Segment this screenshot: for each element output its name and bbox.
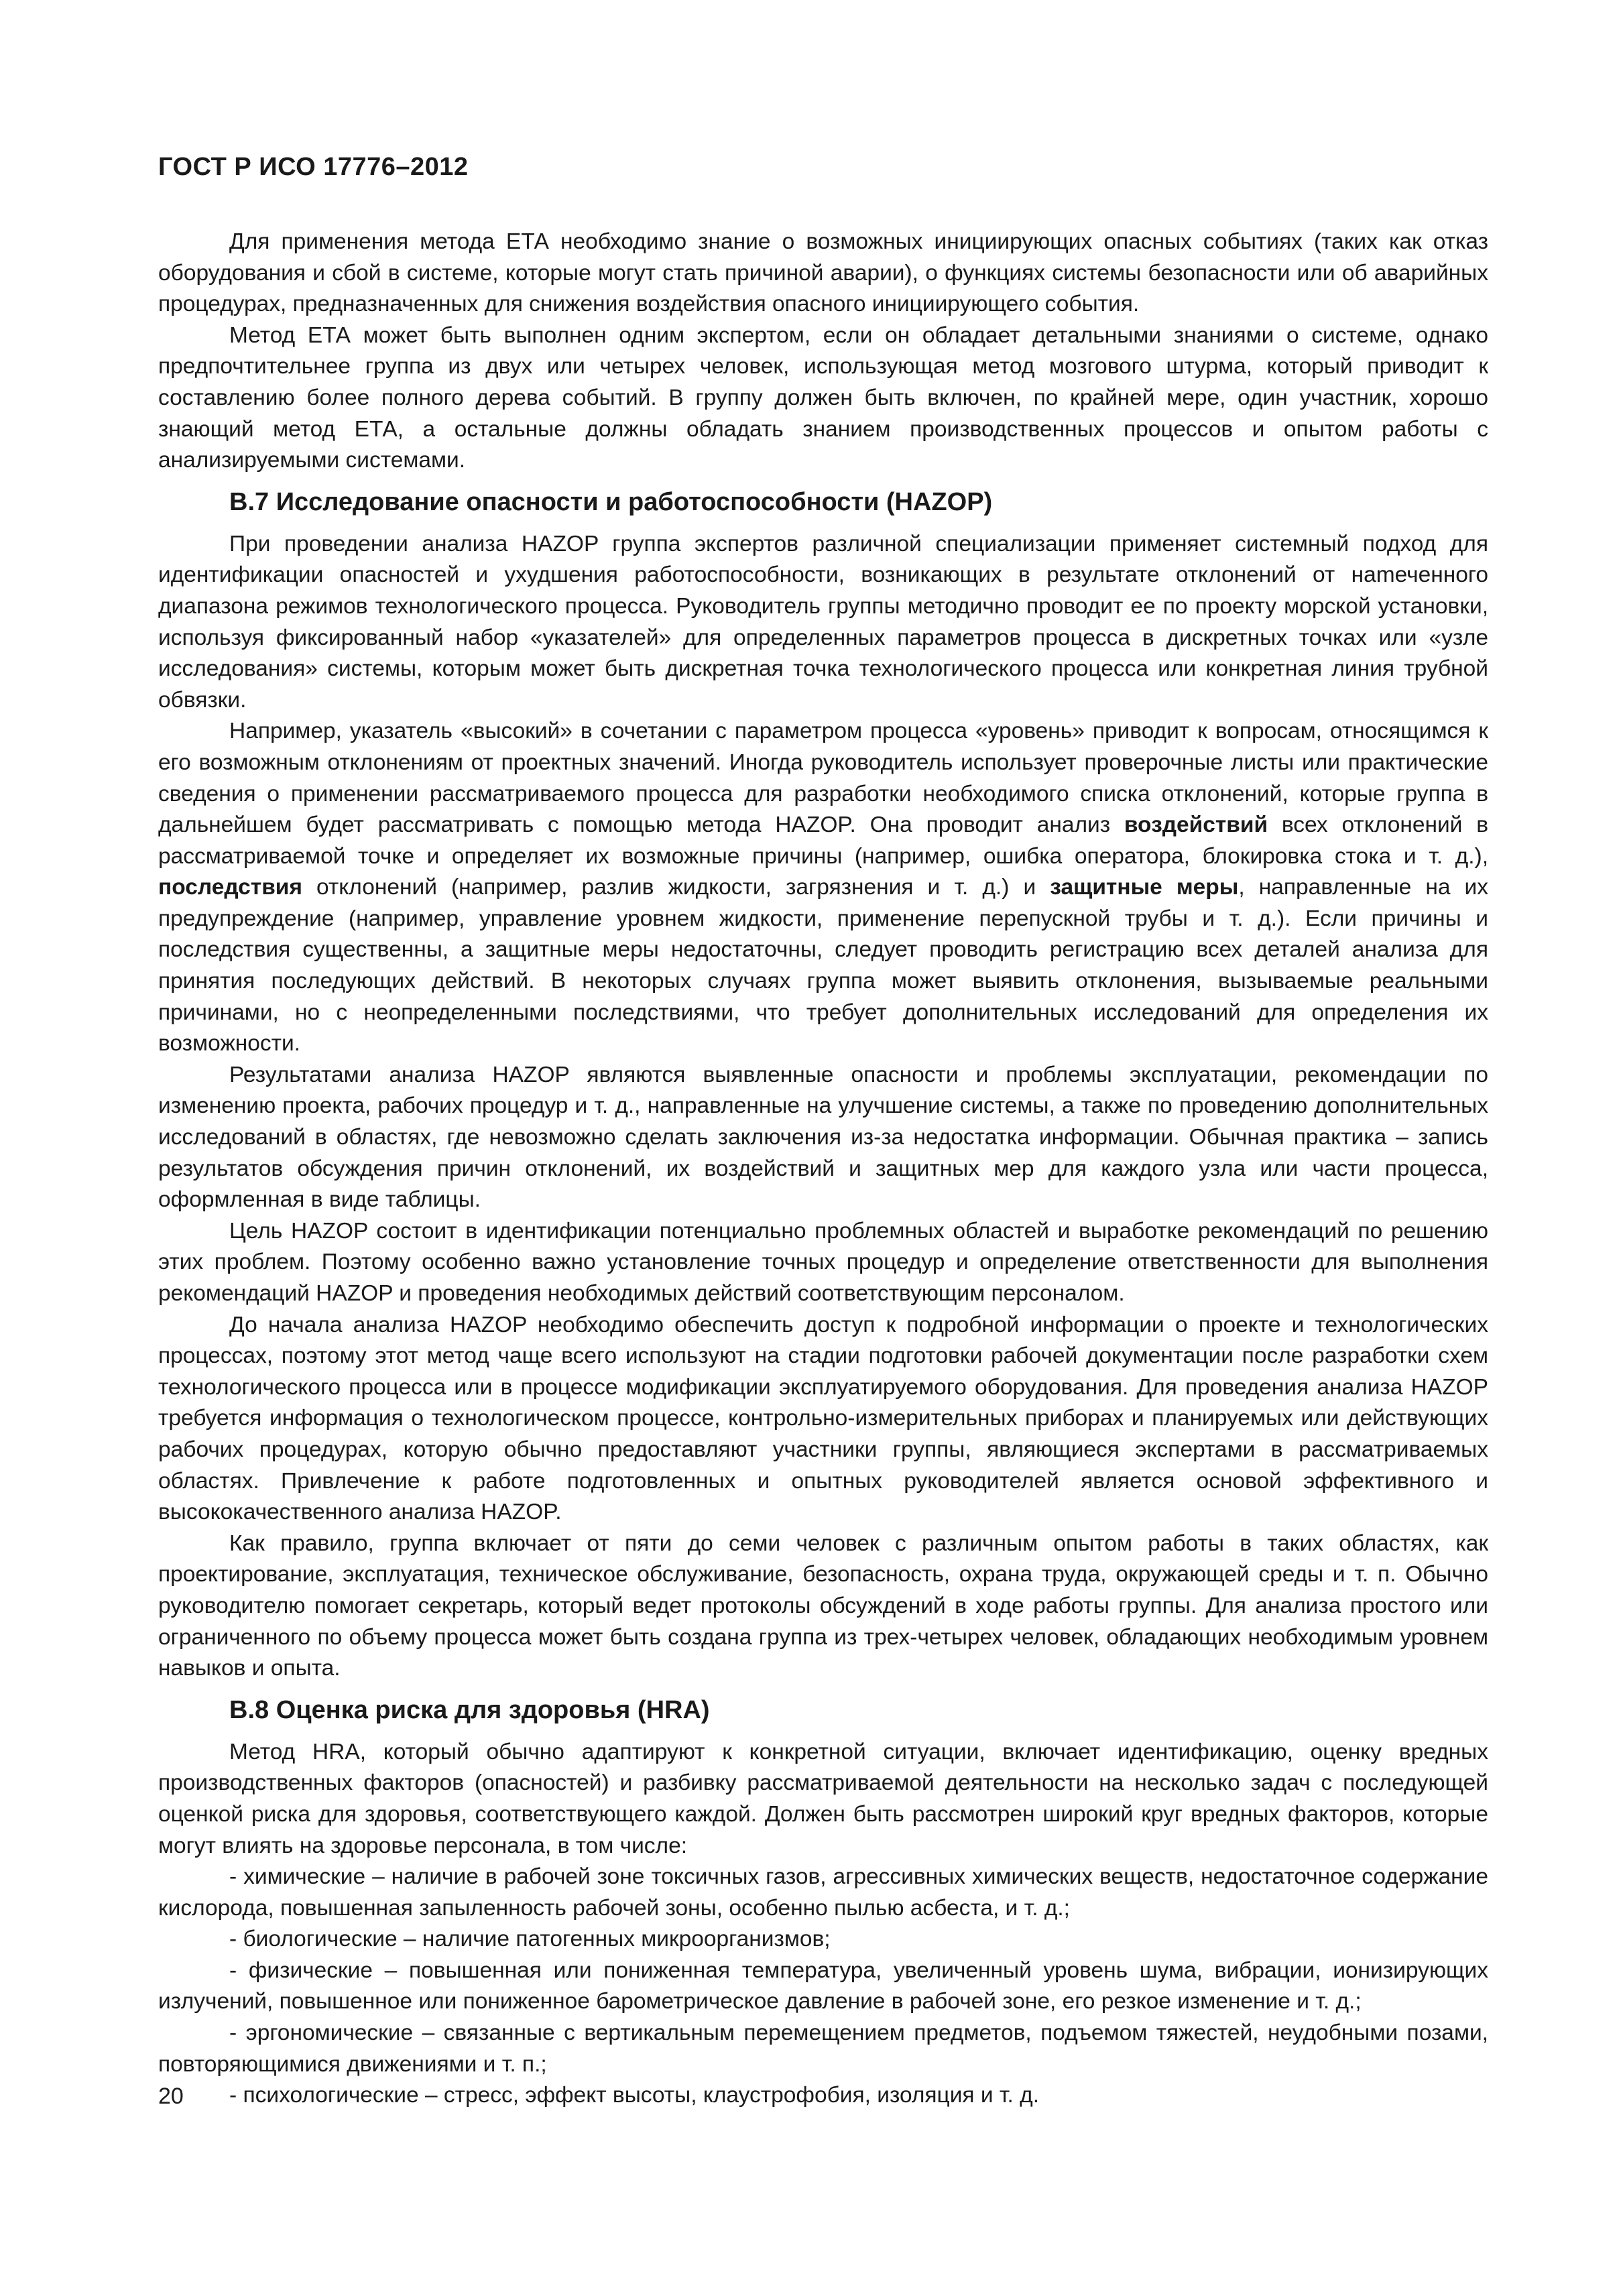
- list-item: - физические – повышенная или пониженная температура, увеличенный уровень шума, вибрации, ионизирующих излучений, повышенное или пониженное барометрическое давление в рабочей зоне, его резкое изменение и т. д.;: [158, 1957, 1488, 2014]
- paragraph: Как правило, группа включает от пяти до семи человек с различным опытом работы в таких областях, как проектирование, эксплуатация, техническое обслуживание, безопасность, охрана труда, окружающей среды и т. п. Обычно руководителю помогает секретарь, который ведет протоколы обсуждений в ходе работы группы. Для анализа простого или ограниченного по объему процесса может быть создана группа из трех-четырех человек, обладающих необходимым уровнем навыков и опыта.: [158, 1530, 1488, 1681]
- section-heading-b8: В.8 Оценка риска для здоровья (HRA): [229, 1695, 710, 1724]
- list-item: - психологические – стресс, эффект высоты, клаустрофобия, изоляция и т. д.: [229, 2083, 1039, 2108]
- paragraph: При проведении анализа HAZOP группа экспертов различной специализации применяет системный подход для идентификации опасностей и ухудшения работоспособности, возникающих в результате отклонений от наmеченного диапазона режимов технологического процесса. Руководитель группы методично проводит ее по проекту морской установки, используя фиксированный набор «указателей» для определенных параметров процесса в дискретных точках или «узле исследования» системы, которым может быть дискретная точка технологического процесса или конкретная линия трубной обвязки.: [158, 531, 1488, 713]
- list-item: - биологические – наличие патогенных микроорганизмов;: [229, 1927, 831, 1952]
- page-number: 20: [158, 2083, 184, 2109]
- paragraph: Цель HAZOP состоит в идентификации потенциально проблемных областей и выработке рекомендаций по решению этих проблем. Поэтому особенно важно установление точных процедур и определение ответственности для выполнения рекомендаций HAZOP и проведения необходимых действий соответствующим персоналом.: [158, 1218, 1488, 1306]
- text-run: всех отклонений в рассматриваемой точке и определяет их возможные причины (например, ошибка оператора, блокировка стока и т. д.),: [158, 812, 1488, 869]
- list-item: - эргономические – связанные с вертикальным перемещением предметов, подъемом тяжестей, неудобными позами, повторяющимися движениями и т. п.;: [158, 2020, 1488, 2077]
- paragraph: Метод ЕТА может быть выполнен одним экспертом, если он обладает детальными знаниями о системе, однако предпочтительнее группа из двух или четырех человек, использующая метод мозгового штурма, который приводит к составлению более полного дерева событий. В группу должен быть включен, по крайней мере, один участник, хорошо знающий метод ЕТА, а остальные должны обладать знанием производственных процессов и опытом работы с анализируемыми системами.: [158, 322, 1488, 473]
- paragraph: Результатами анализа HAZOP являются выявленные опасности и проблемы эксплуатации, рекомендации по изменению проекта, рабочих процедур и т. д., направленные на улучшение системы, а также по проведению дополнительных исследований в областях, где невозможно сделать заключения из-за недостатка информации. Обычная практика – запись результатов обсуждения причин отклонений, их воздействий и защитных мер для каждого узла или части процесса, оформленная в виде таблицы.: [158, 1062, 1488, 1213]
- bold-term: защитные меры: [1050, 875, 1239, 900]
- paragraph: Метод HRA, который обычно адаптируют к конкретной ситуации, включает идентификацию, оценку вредных производственных факторов (опасностей) и разбивку рассматриваемой деятельности на несколько задач с последующей оценкой риска для здоровья, соответствующего каждой. Должен быть рассмотрен широкий круг вредных факторов, которые могут влиять на здоровье персонала, в том числе:: [158, 1739, 1488, 1858]
- document-body: [158, 227, 1488, 2112]
- paragraph: [158, 716, 1488, 1060]
- section-heading-b7: В.7 Исследование опасности и работоспособности (HAZOP): [229, 487, 993, 516]
- bold-term: последствия: [158, 875, 302, 900]
- document-header: ГОСТ Р ИСО 17776–2012: [158, 153, 469, 181]
- text-run: Например, указатель «высокий» в сочетании с параметром процесса «уровень» приводит к вопросам, относящимся к его возможным отклонениям от проектных значений. Иногда руководитель использует проверочные листы или практические сведения о применении рассматриваемого процесса для разработки необходимого списка отклонений, которые группа в дальнейшем будет рассматривать с помощью метода HAZOP. Она проводит анализ: [158, 719, 1488, 838]
- paragraph: Для применения метода ЕТА необходимо знание о возможных инициирующих опасных событиях (таких как отказ оборудования и сбой в системе, которые могут стать причиной аварии), о функциях системы безопасности или об аварийных процедурах, предназначенных для снижения воздействия опасного инициирующего события.: [158, 229, 1488, 317]
- list-item: - химические – наличие в рабочей зоне токсичных газов, агрессивных химических веществ, недостаточное содержание кислорода, повышенная запыленность рабочей зоны, особенно пылью асбеста, и т. д.;: [158, 1864, 1488, 1921]
- paragraph: До начала анализа HAZOP необходимо обеспечить доступ к подробной информации о проекте и технологических процессах, поэтому этот метод чаще всего используют на стадии подготовки рабочей документации после разработки схем технологического процесса или в процессе модификации эксплуатируемого оборудования. Для проведения анализа HAZOP требуется информация о технологическом процессе, контрольно-измерительных приборах и планируемых или действующих рабочих процедурах, которую обычно предоставляют участники группы, являющиеся экспертами в рассматриваемых областях. Привлечение к работе подготовленных и опытных руководителей является основой эффективного и высококачественного анализа HAZOP.: [158, 1312, 1488, 1525]
- text-run: отклонений (например, разлив жидкости, загрязнения и т. д.) и: [302, 875, 1050, 900]
- bold-term: воздействий: [1124, 812, 1268, 838]
- text-run: , направленные на их предупреждение (например, управление уровнем жидкости, применение перепускной трубы и т. д.). Если причины и последствия существенны, а защитные меры недостаточны, следует проводить регистрацию всех деталей анализа для принятия последующих действий. В некоторых случаях группа может выявить отклонения, вызываемые реальными причинами, но с неопределенными последствиями, что требует дополнительных исследований для определения их возможности.: [158, 875, 1488, 1056]
